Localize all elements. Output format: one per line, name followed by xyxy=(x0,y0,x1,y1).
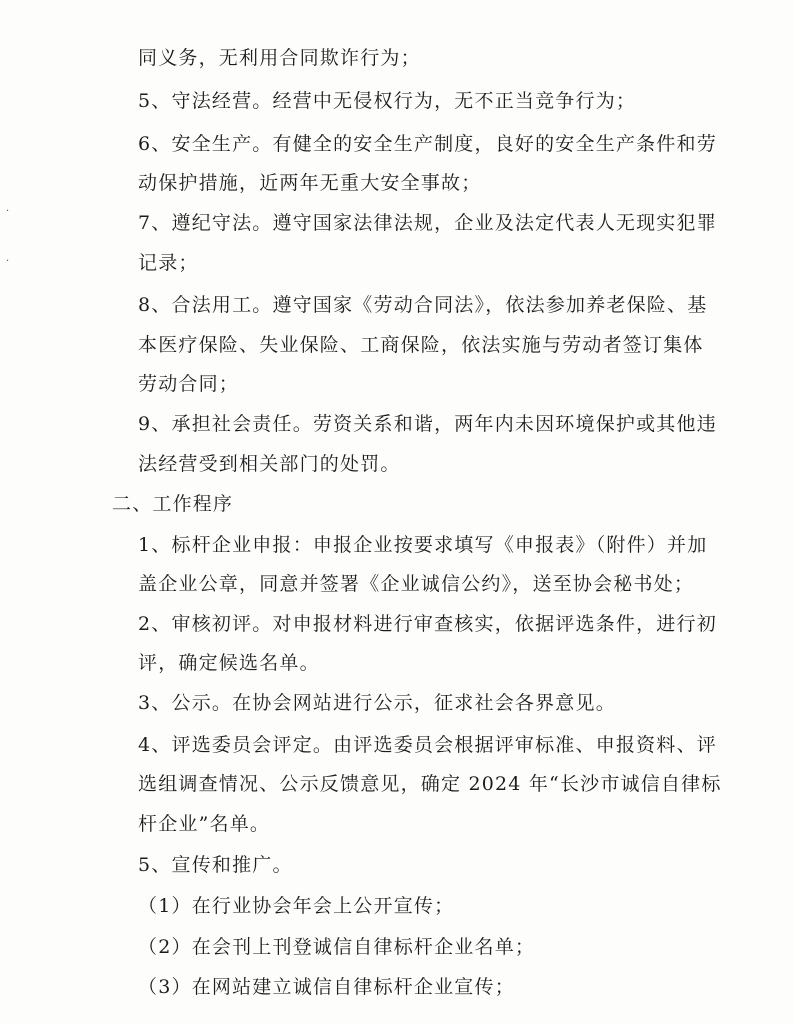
text-line: 法经营受到相关部门的处罚。 xyxy=(138,453,401,475)
section-heading: 二、工作程序 xyxy=(112,493,234,515)
text-line: 选组调查情况、公示反馈意见，确定 2024 年“长沙市诚信自律标 xyxy=(138,773,722,795)
text-line: 2、审核初评。对申报材料进行审查核实，依据评选条件，进行初 xyxy=(138,613,717,635)
text-line: 7、遵纪守法。遵守国家法律法规，企业及法定代表人无现实犯罪 xyxy=(138,212,717,234)
text-line: 同义务，无利用合同欺诈行为； xyxy=(138,47,421,69)
text-line: 盖企业公章，同意并签署《企业诚信公约》，送至协会秘书处； xyxy=(138,573,695,595)
text-line: （1）在行业协会年会上公开宣传； xyxy=(138,895,455,917)
text-line: 记录； xyxy=(138,252,199,274)
text-line: 动保护措施，近两年无重大安全事故； xyxy=(138,172,482,194)
text-line: 3、公示。在协会网站进行公示，征求社会各界意见。 xyxy=(138,692,616,714)
text-line: 9、承担社会责任。劳资关系和谐，两年内未因环境保护或其他违 xyxy=(138,413,717,435)
text-line: 4、评选委员会评定。由评选委员会根据评审标准、申报资料、评 xyxy=(138,734,717,756)
text-line: 劳动合同； xyxy=(138,373,240,395)
text-line: 本医疗保险、失业保险、工商保险，依法实施与劳动者签订集体 xyxy=(138,334,704,356)
margin-mark: · xyxy=(6,206,10,217)
text-line: 1、标杆企业申报：申报企业按要求填写《申报表》（附件）并加 xyxy=(138,534,708,556)
text-line: 杆企业”名单。 xyxy=(138,813,271,835)
margin-mark: · xyxy=(6,256,10,267)
text-line: 6、安全生产。有健全的安全生产制度，良好的安全生产条件和劳 xyxy=(138,133,717,155)
text-line: 8、合法用工。遵守国家《劳动合同法》，依法参加养老保险、基 xyxy=(138,294,708,316)
text-line: （2）在会刊上刊登诚信自律标杆企业名单； xyxy=(138,936,536,958)
text-line: 评，确定候选名单。 xyxy=(138,652,320,674)
text-line: 5、守法经营。经营中无侵权行为，无不正当竞争行为； xyxy=(138,90,637,112)
text-line: （3）在网站建立诚信自律标杆企业宣传； xyxy=(138,976,515,998)
text-line: 5、宣传和推广。 xyxy=(138,854,293,876)
